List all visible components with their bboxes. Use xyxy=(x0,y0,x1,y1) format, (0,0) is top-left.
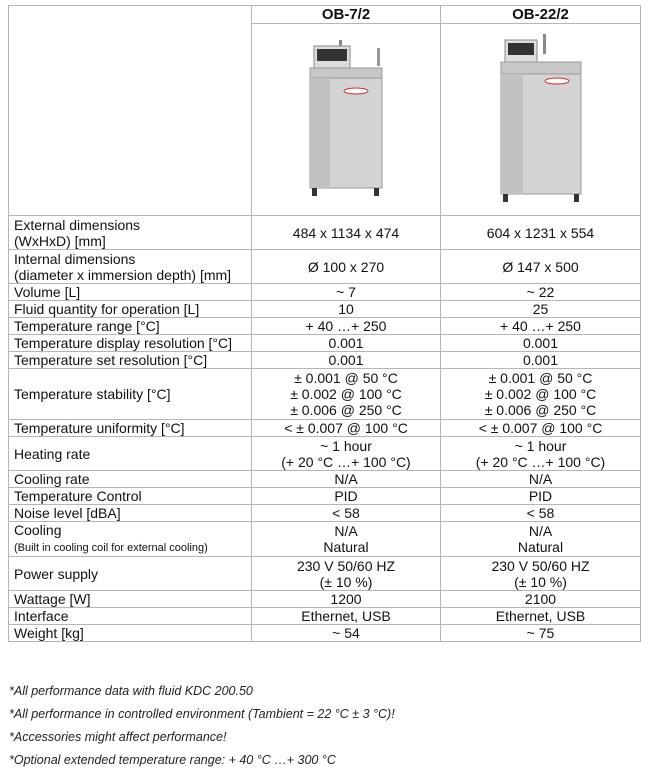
spec-value xyxy=(441,301,641,318)
spec-label xyxy=(9,335,252,352)
spec-value xyxy=(441,420,641,437)
spec-value xyxy=(441,471,641,488)
product-image-cell xyxy=(252,24,441,216)
spec-row xyxy=(9,471,641,488)
spec-value xyxy=(252,335,441,352)
spec-label xyxy=(9,505,252,522)
spec-row xyxy=(9,625,641,642)
spec-label xyxy=(9,625,252,642)
spec-label-text: Cooling xyxy=(14,522,62,538)
spec-value-line: Ø 100 x 270 xyxy=(307,258,385,275)
spec-value-line: ~ 1 hour xyxy=(320,437,372,454)
spec-row xyxy=(9,284,641,301)
spec-label xyxy=(9,216,252,250)
spec-row xyxy=(9,318,641,335)
spec-label-sub: (WxHxD) [mm] xyxy=(14,232,106,249)
spec-value-line: 25 xyxy=(532,301,549,317)
spec-label-text: Power supply xyxy=(14,565,99,582)
spec-value xyxy=(252,216,441,250)
spec-row xyxy=(9,250,641,284)
footnote: *All performance in controlled environment (Tambient = 22 °C ± 3 °C)! xyxy=(9,707,395,721)
spec-value-line: 604 x 1231 x 554 xyxy=(486,224,595,241)
spec-value-line: (+ 20 °C …+ 100 °C) xyxy=(281,453,411,470)
spec-value-line: < ± 0.007 @ 100 °C xyxy=(284,420,408,436)
spec-label-text: Temperature Control xyxy=(14,488,142,504)
spec-label-text: Cooling rate xyxy=(14,471,90,487)
spec-value xyxy=(441,625,641,642)
spec-value-line: (+ 20 °C …+ 100 °C) xyxy=(475,453,606,470)
oil-bath-ob7-image xyxy=(306,38,386,198)
model-heading: OB-7/2 xyxy=(252,6,441,24)
spec-value xyxy=(252,522,441,557)
spec-label-text: Internal dimensions xyxy=(14,250,136,267)
spec-label-text: Temperature uniformity [°C] xyxy=(14,420,185,436)
footnotes xyxy=(9,680,395,772)
spec-label-text: Temperature display resolution [°C] xyxy=(14,335,233,351)
spec-value-line: ± 0.002 @ 100 °C xyxy=(484,386,597,402)
spec-value xyxy=(252,557,441,591)
spec-value-line: N/A xyxy=(334,471,358,487)
spec-value xyxy=(441,335,641,352)
spec-value xyxy=(252,488,441,505)
spec-value xyxy=(252,505,441,522)
spec-label xyxy=(9,591,252,608)
spec-row xyxy=(9,557,641,591)
footnote: *All performance data with fluid KDC 200.50 xyxy=(9,684,253,698)
spec-value xyxy=(441,352,641,369)
spec-value-line: < 58 xyxy=(526,505,555,521)
spec-row xyxy=(9,216,641,250)
spec-label xyxy=(9,369,252,420)
spec-value-line: < 58 xyxy=(332,505,360,521)
spec-label-text: Wattage [W] xyxy=(14,591,91,607)
spec-label-note: (Built in cooling coil for external cooling) xyxy=(14,542,208,554)
spec-value xyxy=(252,318,441,335)
spec-value-line: + 40 …+ 250 xyxy=(500,318,581,334)
spec-label xyxy=(9,352,252,369)
spec-value-line: 0.001 xyxy=(328,352,364,368)
spec-value-line: ~ 75 xyxy=(526,625,555,641)
spec-value-line: ~ 7 xyxy=(336,284,356,300)
spec-value-line: 230 V 50/60 HZ xyxy=(491,557,590,574)
spec-value-line: Natural xyxy=(323,539,369,555)
spec-value xyxy=(252,284,441,301)
spec-value-line: (± 10 %) xyxy=(319,573,373,590)
spec-row xyxy=(9,420,641,437)
spec-value xyxy=(252,250,441,284)
spec-value xyxy=(441,250,641,284)
spec-row xyxy=(9,488,641,505)
spec-label-text: External dimensions xyxy=(14,216,141,233)
spec-row xyxy=(9,608,641,625)
spec-value-line: 0.001 xyxy=(328,335,364,351)
spec-label-text: Temperature set resolution [°C] xyxy=(14,352,208,368)
spec-label xyxy=(9,301,252,318)
spec-value-line: Ethernet, USB xyxy=(301,608,391,624)
spec-label-text: Temperature range [°C] xyxy=(14,318,160,334)
spec-value xyxy=(441,522,641,557)
spec-value-line: ~ 22 xyxy=(526,284,555,300)
spec-label xyxy=(9,608,252,625)
spec-value-line: Ethernet, USB xyxy=(495,608,586,624)
spec-label-sub: (diameter x immersion depth) [mm] xyxy=(14,266,232,283)
footnote: *Optional extended temperature range: + 40 °C …+ 300 °C xyxy=(9,753,336,767)
spec-value xyxy=(441,591,641,608)
spec-value-line: 230 V 50/60 HZ xyxy=(296,557,396,574)
spec-row xyxy=(9,522,641,557)
spec-value-line: ± 0.006 @ 250 °C xyxy=(290,402,402,418)
spec-value-line: (± 10 %) xyxy=(514,573,567,590)
spec-label-text: Heating rate xyxy=(14,445,91,462)
spec-label-text: Weight [kg] xyxy=(14,625,84,641)
spec-row xyxy=(9,437,641,471)
spec-value xyxy=(441,369,641,420)
spec-value xyxy=(441,488,641,505)
spec-label-text: Temperature stability [°C] xyxy=(14,386,171,402)
spec-value-line: < ± 0.007 @ 100 °C xyxy=(478,420,603,436)
spec-label-text: Interface xyxy=(14,608,69,624)
spec-label xyxy=(9,522,252,557)
spec-value-line: N/A xyxy=(334,523,358,539)
spec-value-line: 10 xyxy=(338,301,354,317)
spec-label xyxy=(9,420,252,437)
spec-value-line: ~ 1 hour xyxy=(514,437,567,454)
spec-value xyxy=(252,625,441,642)
spec-value xyxy=(252,437,441,471)
spec-value-line: Ø 147 x 500 xyxy=(502,258,579,275)
spec-value xyxy=(441,608,641,625)
spec-value-line: 484 x 1134 x 474 xyxy=(292,224,400,241)
spec-value xyxy=(441,437,641,471)
spec-label xyxy=(9,557,252,591)
spec-value-line: N/A xyxy=(528,471,553,487)
header-row xyxy=(9,6,641,24)
spec-label xyxy=(9,250,252,284)
spec-value xyxy=(441,505,641,522)
spec-value-line: PID xyxy=(528,488,553,504)
spec-row xyxy=(9,352,641,369)
spec-label xyxy=(9,437,252,471)
spec-label-text: Fluid quantity for operation [L] xyxy=(14,301,200,317)
spec-value-line: PID xyxy=(334,488,358,504)
spec-value-line: 0.001 xyxy=(522,335,559,351)
oil-bath-ob22-image xyxy=(499,32,583,204)
spec-label xyxy=(9,488,252,505)
spec-value xyxy=(252,471,441,488)
spec-row xyxy=(9,301,641,318)
spec-value xyxy=(441,284,641,301)
spec-value xyxy=(252,591,441,608)
spec-value-line: 1200 xyxy=(330,591,362,607)
spec-value xyxy=(441,318,641,335)
spec-value-line: ~ 54 xyxy=(332,625,360,641)
spec-value-line: 2100 xyxy=(524,591,557,607)
footnote: *Accessories might affect performance! xyxy=(9,730,227,744)
spec-value xyxy=(252,420,441,437)
spec-row xyxy=(9,369,641,420)
empty-corner-cell xyxy=(9,6,252,216)
spec-value xyxy=(252,608,441,625)
spec-value-line: 0.001 xyxy=(522,352,559,368)
spec-row xyxy=(9,335,641,352)
spec-label-text: Noise level [dBA] xyxy=(14,505,121,521)
spec-row xyxy=(9,591,641,608)
spec-value xyxy=(441,216,641,250)
spec-value-line: ± 0.001 @ 50 °C xyxy=(488,370,593,386)
spec-label xyxy=(9,284,252,301)
spec-value-line: ± 0.002 @ 100 °C xyxy=(290,386,402,402)
model-heading: OB-22/2 xyxy=(441,6,641,24)
spec-value-line: Natural xyxy=(517,539,564,555)
spec-label xyxy=(9,471,252,488)
product-image-cell xyxy=(441,24,641,216)
spec-value xyxy=(252,352,441,369)
spec-value-line: N/A xyxy=(528,523,553,539)
spec-value-line: + 40 …+ 250 xyxy=(305,318,387,334)
spec-value-line: ± 0.001 @ 50 °C xyxy=(294,370,398,386)
spec-table xyxy=(8,5,641,642)
spec-value xyxy=(252,369,441,420)
spec-row xyxy=(9,505,641,522)
spec-value-line: ± 0.006 @ 250 °C xyxy=(484,402,597,418)
spec-label-text: Volume [L] xyxy=(14,284,81,300)
spec-value xyxy=(252,301,441,318)
spec-value xyxy=(441,557,641,591)
spec-label xyxy=(9,318,252,335)
